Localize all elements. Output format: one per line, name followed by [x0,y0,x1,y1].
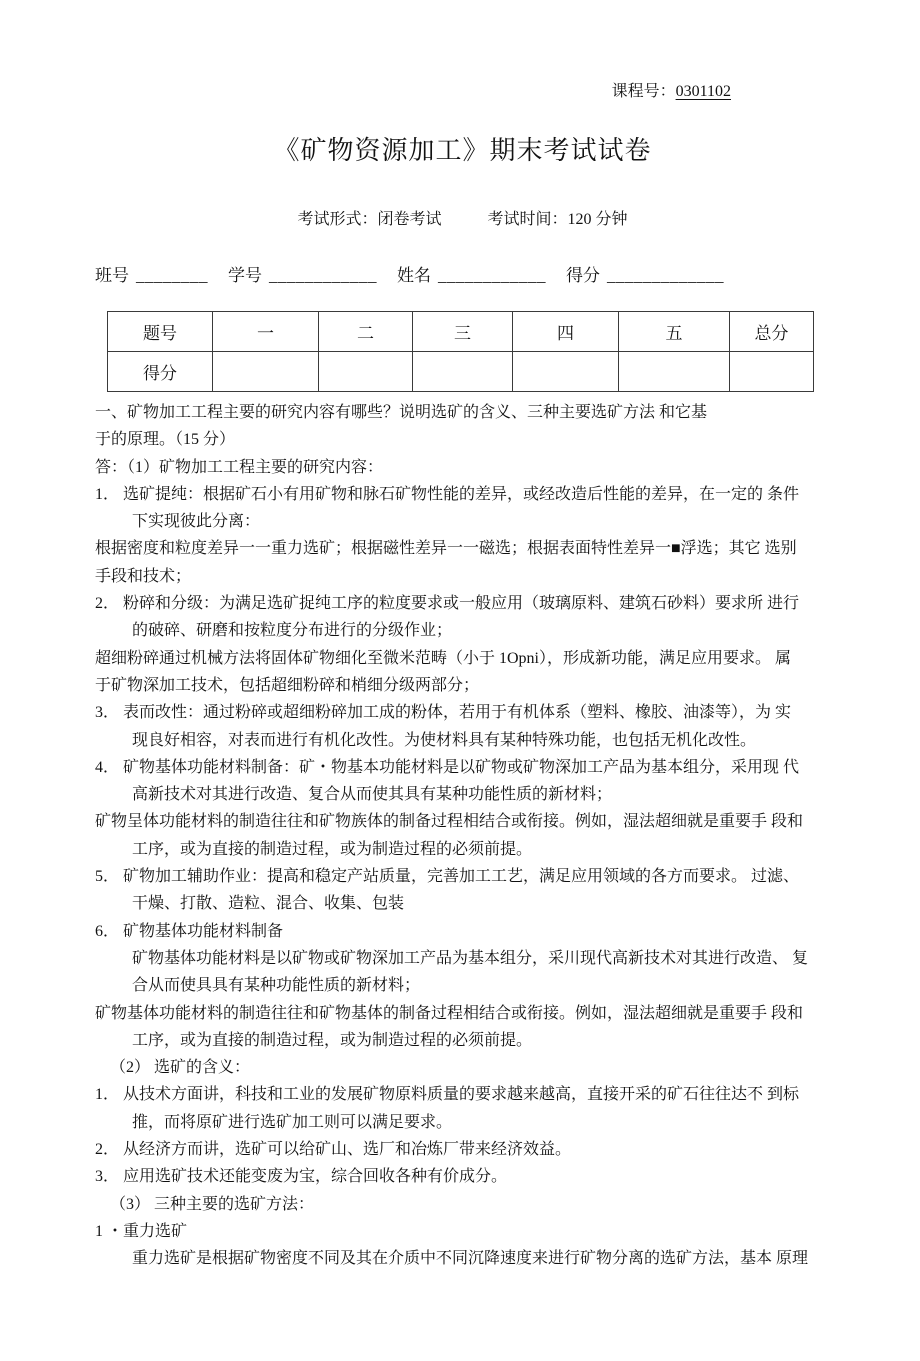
body-line: （3） 三种主要的选矿方法： [110,1195,315,1213]
body-line: 2． 从经济方而讲，选矿可以给矿山、选厂和冶炼厂带来经济效益。 [95,1141,572,1159]
body-line: 矿物基体功能材料的制造往往和矿物基体的制备过程相结合或衔接。例如，湿法超细就是重要手 段和 [95,1004,804,1022]
body-line: 于矿物深加工技术，包括超细粉碎和梢细分级两部分； [95,676,480,694]
body-line: 1． 选矿提纯：根据矿石小有用矿物和脉石矿物性能的差异，或经改造后性能的差异，在一定的 条件 [95,485,800,503]
score-table-score-cell [619,352,730,392]
score-table [107,311,814,392]
body-line: 下实现彼此分离： [132,513,261,531]
body-line: 推，而将原矿进行选矿加工则可以满足要求。 [132,1113,453,1131]
score-table-header-cell: 三 [413,312,513,352]
student-field-blank: ________ [136,266,208,285]
score-table-score-cell [319,352,413,392]
body-line: 重力选矿是根据矿物密度不同及其在介质中不同沉降速度来进行矿物分离的选矿方法，基本 原理 [132,1250,809,1268]
score-table-score-cell [213,352,319,392]
score-table-header-cell: 题号 [108,312,213,352]
body-line: 于的原理。（15 分） [95,431,236,449]
score-table-header-cell: 四 [513,312,619,352]
page-title: 《矿物资源加工》期末考试试卷 [273,136,652,165]
exam-time-text: 考试时间：120 分钟 [487,211,628,228]
exam-form-text: 考试形式：闭卷考试 [297,211,442,228]
score-table-score-cell [513,352,619,392]
student-field-label: 得分 [566,266,600,285]
body-line: 现良好相容，对表而进行有机化改性。为使材料具有某种特殊功能，也包括无机化改性。 [132,731,757,749]
body-line: 超细粉碎通过机械方法将固体矿物细化至微米范畴（小于 1Opni），形成新功能，满足应用要求。 属 [95,649,792,667]
score-table-header-cell: 二 [319,312,413,352]
score-table-header-row [108,312,814,352]
body-line: 3． 表而改性：通过粉碎或超细粉碎加工成的粉体，若用于有机体系（塑料、橡胶、油漆等），为 实 [95,704,792,722]
student-field-label: 姓名 [397,266,431,285]
body-line: 高新技术对其进行改造、复合从而使其具有某种功能性质的新材料； [132,786,613,804]
course-number-label: 课程号： [611,83,676,100]
body-line: （2） 选矿的含义： [110,1059,251,1077]
score-table-score-cell [730,352,814,392]
body-line: 4． 矿物基体功能材料制备：矿・物基本功能材料是以矿物或矿物深加工产品为基本组分，采用现 代 [95,758,800,776]
student-field-label: 学号 [228,266,262,285]
body-line: 矿物呈体功能材料的制造往往和矿物族体的制备过程相结合或衔接。例如，湿法超细就是重要手 段和 [95,813,804,831]
body-line: 一、矿物加工工程主要的研究内容有哪些？说明选矿的含义、三种主要选矿方法 和它基 [95,404,708,421]
body-line: 答：（1）矿物加工工程主要的研究内容： [95,458,384,476]
body-line: 1 ・重力选矿 [95,1222,188,1240]
score-table-header-cell: 五 [619,312,730,352]
score-table-header-cell: 总分 [730,312,814,352]
body-line: 1． 从技术方面讲，科技和工业的发展矿物原料质量的要求越来越高，直接开采的矿石往往达不 到标 [95,1086,800,1104]
body-line: 手段和技术； [95,567,192,585]
student-field-blank: ____________ [438,266,546,285]
body-line: 3． 应用选矿技术还能变废为宝，综合回收各种有价成分。 [95,1168,508,1186]
course-number-line [95,78,830,100]
score-table-score-row [108,352,814,392]
course-number-value: 0301102 [675,83,731,100]
body-line: 2． 粉碎和分级：为满足选矿捉纯工序的粒度要求或一般应用（玻璃原料、建筑石砂料）要求所 进行 [95,595,800,613]
body-line: 根据密度和粒度差异一一重力选矿；根据磁性差异一一磁选；根据表面特性差异一■浮选；其它 选别 [95,540,797,558]
student-field-blank: _____________ [607,266,724,285]
body-line: 干燥、打散、造粒、混合、收集、包装 [132,895,405,913]
body-line: 的破碎、研磨和按粒度分布进行的分级作业； [132,622,453,640]
body-line: 工序，或为直接的制造过程，或为制造过程的必须前提。 [132,840,533,858]
body-line: 6． 矿物基体功能材料制备 [95,922,284,940]
student-info-line [95,261,830,285]
score-table-header-cell: 一 [213,312,319,352]
answer-body [95,399,830,1273]
student-field-label: 班号 [95,266,129,285]
body-line: 工序，或为直接的制造过程，或为制造过程的必须前提。 [132,1031,533,1049]
body-line: 矿物基体功能材料是以矿物或矿物深加工产品为基本组分，采川现代高新技术对其进行改造、 复 [132,949,809,967]
score-table-score-cell [413,352,513,392]
score-table-row-label: 得分 [108,352,213,392]
body-line: 合从而使具具有某种功能性质的新材料； [132,977,421,995]
student-field-blank: ____________ [269,266,377,285]
exam-info-line [95,206,830,228]
body-line: 5． 矿物加工辅助作业：提高和稳定产站质量，完善加工工艺，满足应用领域的各方而要求。 过滤、 [95,868,800,886]
